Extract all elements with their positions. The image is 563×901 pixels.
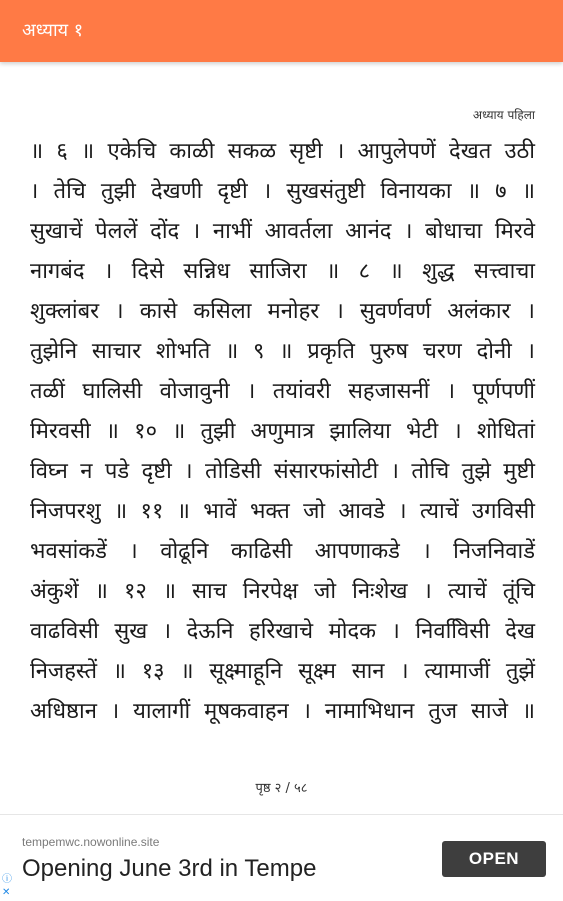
ad-url: tempemwc.nowonline.site — [22, 835, 160, 849]
verse-line: विघ्न न पडे दृष्टी । तोडिसी संसारफांसोटी । तोचि तुझे मुष्टी — [30, 459, 535, 484]
verse-line: वाढविसी सुख । देऊनि हरिखाचे मोदक । निववििसी देख — [30, 619, 535, 644]
app-header — [0, 0, 563, 62]
page-indicator: पृष्ठ २ / ५८ — [255, 781, 308, 796]
ad-headline[interactable]: Opening June 3rd in Tempe — [22, 855, 317, 882]
chapter-running-label: अध्याय पहिला — [472, 108, 535, 122]
verse-line: अधिष्ठान । यालागीं मूषकवाहन । नामाभिधान तुज साजे ॥ — [30, 699, 535, 724]
verse-line: निजपरशु ॥ ११ ॥ भावें भक्त जो आवडे । त्याचें उगविसी — [30, 499, 535, 524]
verse-line: भवसांकडें । वोढूनि काढिसी आपणाकडे । निजनिवाडें — [30, 539, 535, 564]
verse-line: निजहस्तें ॥ १३ ॥ सूक्ष्माहूनि सूक्ष्म सान । त्यामाजीं तुझें — [30, 659, 535, 684]
close-icon[interactable]: ✕ — [2, 887, 11, 898]
verse-text — [30, 132, 535, 732]
verse-line: तळीं घालिसी वोजावुनी । तयांवरी सहजासनीं । पूर्णपणीं — [30, 379, 535, 404]
verse-line: अंकुशें ॥ १२ ॥ साच निरपेक्ष जो निःशेख । त्याचें तूंचि — [30, 579, 535, 604]
verse-line: तुझेनि साचार शोभति ॥ ९ ॥ प्रकृति पुरुष चरण दोनी । — [30, 339, 535, 364]
verse-line: ॥ ६ ॥ एकेचि काळी सकळ सृष्टी । आपुलेपणें देखत उठी — [30, 139, 535, 164]
verse-line: नागबंद । दिसे सन्निध साजिरा ॥ ८ ॥ शुद्ध सत्त्वाचा — [30, 259, 535, 284]
ad-open-button[interactable]: OPEN — [442, 841, 546, 877]
verse-line: शुक्लांबर । कासे कसिला मनोहर । सुवर्णवर्ण अलंकार । — [30, 299, 535, 324]
ad-choices[interactable] — [2, 873, 16, 899]
info-icon[interactable]: ⓘ — [2, 874, 12, 885]
ad-banner[interactable] — [0, 814, 563, 901]
verse-line: मिरवसी ॥ १० ॥ तुझी अणुमात्र झालिया भेटी । शोधितां — [30, 419, 535, 444]
verse-line: । तेचि तुझी देखणी दृष्टी । सुखसंतुष्टी विनायका ॥ ७ ॥ — [30, 179, 535, 204]
chapter-title: अध्याय १ — [22, 20, 84, 41]
verse-line: सुखाचें पेललें दोंद । नाभीं आवर्तला आनंद । बोधाचा मिरवे — [30, 219, 535, 244]
